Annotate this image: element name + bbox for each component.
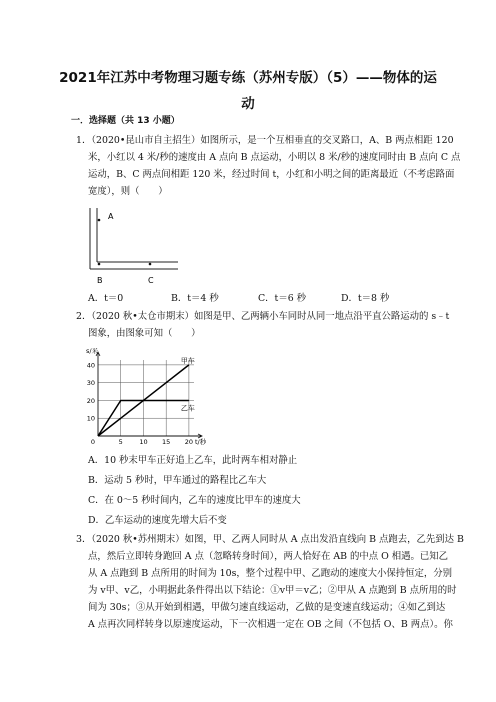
x-tick-label: 20 — [184, 438, 194, 446]
x-axis-label: t/秒 — [195, 438, 207, 446]
q3-line-4: 为 v甲、v乙，小明据此条件得出以下结论：①v甲＝v乙；②甲从 A 点跑到 B 点所用的时 — [88, 585, 457, 596]
y-tick-label: 30 — [86, 379, 95, 388]
q1-option-c: C．t＝6 秒 — [258, 293, 307, 304]
q1-option-b: B．t＝4 秒 — [171, 293, 219, 304]
section-heading: 一．选择题（共 13 小题） — [71, 116, 180, 126]
point-b — [98, 263, 101, 266]
x-tick-label: 0 — [90, 438, 95, 446]
label-b: B — [97, 276, 103, 285]
q2-line-2: 图象，由图象可知（ ） — [88, 328, 201, 339]
q3-line-1: 3．（2020 秋•苏州期末）如图，甲、乙两人同时从 A 点出发沿直线向 B 点跑去，乙先到达 B — [76, 534, 464, 545]
y-tick-label: 20 — [86, 396, 95, 405]
series-label-yi: 乙车 — [180, 404, 195, 413]
doc-title-line1: 2021年江苏中考物理习题专练（苏州专版）（5）——物体的运 — [59, 70, 437, 86]
q2-option-b: B．运动 5 秒时，甲车通过的路程比乙车大 — [88, 475, 267, 486]
q1-intersection-figure — [86, 206, 186, 288]
q3-line-2: 点，然后立即转身跑回 A 点（忽略转身时间），两人恰好在 AB 的中点 O 相遇。已知乙 — [88, 551, 449, 562]
point-a — [98, 219, 101, 222]
x-tick-label: 10 — [139, 438, 148, 446]
q1-line-4: 宽度），则（ ） — [88, 186, 168, 197]
q3-line-6: A 点再次同样转身以原速度运动，下一次相遇一定在 OB 之间（不包括 O、B 两点）。你 — [88, 619, 453, 630]
q3-line-3: 从 A 点跑到 B 点所用的时间为 10s，整个过程中甲、乙跑动的速度大小保持恒定，分别 — [88, 568, 453, 579]
q1-line-2: 米，小红以 4 米/秒的速度由 A 点向 B 点运动，小明以 8 米/秒的速度同时由 B 点向 C 点 — [88, 152, 461, 163]
q2-option-c: C．在 0～5 秒时间内，乙车的速度比甲车的速度大 — [88, 495, 301, 506]
series-label-jia: 甲车 — [180, 356, 195, 365]
x-tick-label: 15 — [162, 438, 171, 446]
point-c — [149, 263, 152, 266]
q1-option-d: D．t＝8 秒 — [341, 293, 390, 304]
label-c: C — [148, 276, 154, 285]
y-tick-label: 40 — [86, 361, 95, 370]
doc-title-line2: 动 — [241, 96, 255, 112]
x-tick-label: 5 — [118, 438, 123, 446]
q1-line-1: 1．（2020•昆山市自主招生）如图所示，是一个互相垂直的交叉路口，A、B 两点相距 120 — [76, 135, 454, 146]
label-a: A — [108, 212, 114, 221]
q1-option-a: A．t＝0 — [88, 293, 124, 304]
q2-st-chart — [84, 348, 216, 448]
q2-line-1: 2．（2020 秋•太仓市期末）如图是甲、乙两辆小车同时从同一地点沿平直公路运动的 s﹣t — [76, 311, 450, 322]
q2-option-a: A．10 秒末甲车正好追上乙车，此时两车相对静止 — [88, 455, 298, 466]
q2-option-d: D．乙车运动的速度先增大后不变 — [88, 515, 227, 526]
q1-line-3: 运动，B、C 两点间相距 120 米，经过时间 t，小红和小明之间的距离最近（不考虑路面 — [88, 169, 455, 180]
q3-line-5: 间为 30s；③从开始到相遇，甲做匀速直线运动，乙做的是变速直线运动；④如乙到达 — [88, 602, 446, 613]
y-axis-label: s/米 — [86, 348, 99, 355]
y-tick-label: 10 — [86, 414, 95, 423]
